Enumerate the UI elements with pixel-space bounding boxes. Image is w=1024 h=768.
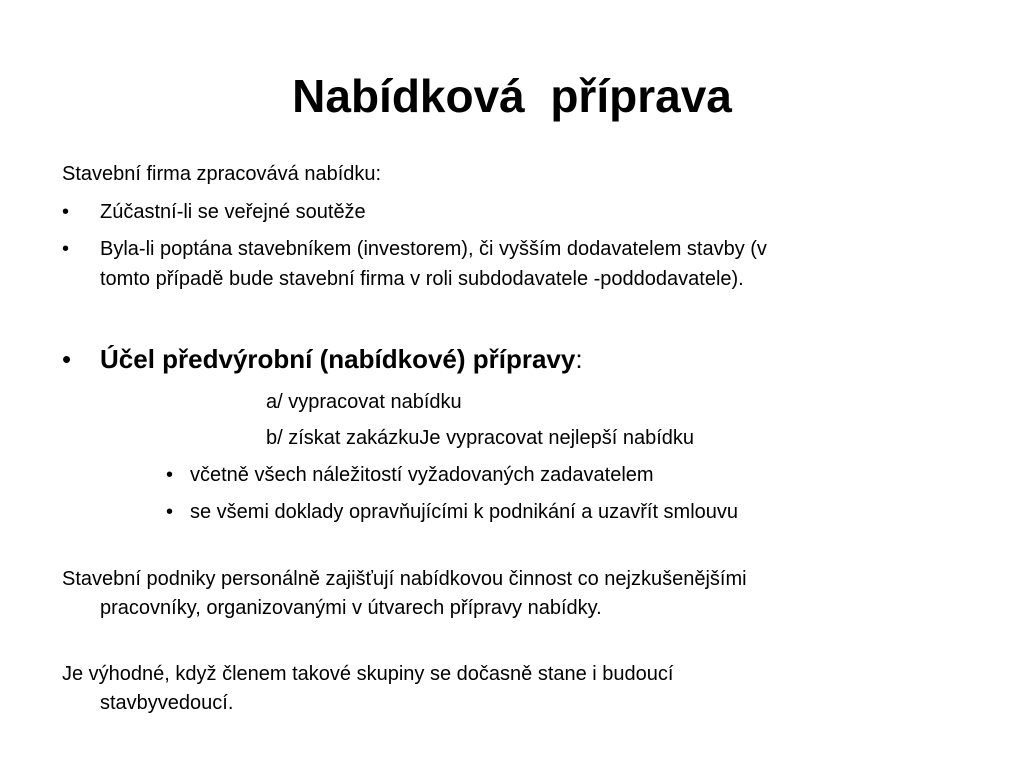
paragraph-staffing-line-2: pracovníky, organizovanými v útvarech přípravy nabídky. — [100, 597, 602, 619]
bullet-item-invited-line-1: Byla-li poptána stavebníkem (investorem), či vyšším dodavatelem stavby (v — [100, 238, 767, 260]
purpose-heading-colon: : — [575, 344, 583, 374]
sub-bullet-documents: se všemi doklady opravňujícími k podnikání a uzavřít smlouvu — [190, 501, 739, 523]
sub-bullet-marker: • — [166, 501, 174, 523]
paragraph-site-manager-line-1: Je výhodné, když členem takové skupiny se dočasně stane i budoucí — [62, 663, 674, 685]
purpose-item-a: a/ vypracovat nabídku — [266, 391, 462, 413]
purpose-heading — [100, 342, 583, 376]
purpose-item-b: b/ získat zakázkuJe vypracovat nejlepší nabídku — [266, 427, 695, 449]
bullet-item-invited-line-2: tomto případě bude stavební firma v roli subdodavatele -poddodavatele). — [100, 268, 744, 290]
slide-title: Nabídková příprava — [292, 70, 732, 122]
bullet-marker: • — [62, 201, 70, 223]
paragraph-staffing-line-1: Stavební podniky personálně zajišťují nabídkovou činnost co nejzkušenějšími — [62, 568, 747, 590]
bullet-marker: • — [62, 238, 70, 260]
purpose-heading-text: Účel předvýrobní (nabídkové) přípravy — [100, 344, 576, 374]
bullet-item-public-tender: Zúčastní-li se veřejné soutěže — [100, 201, 366, 223]
sub-bullet-requirements: včetně všech náležitostí vyžadovaných zadavatelem — [190, 464, 654, 486]
bullet-marker: • — [62, 344, 72, 374]
paragraph-site-manager-line-2: stavbyvedoucí. — [100, 692, 234, 714]
intro-text: Stavební firma zpracovává nabídku: — [62, 163, 382, 185]
sub-bullet-marker: • — [166, 464, 174, 486]
